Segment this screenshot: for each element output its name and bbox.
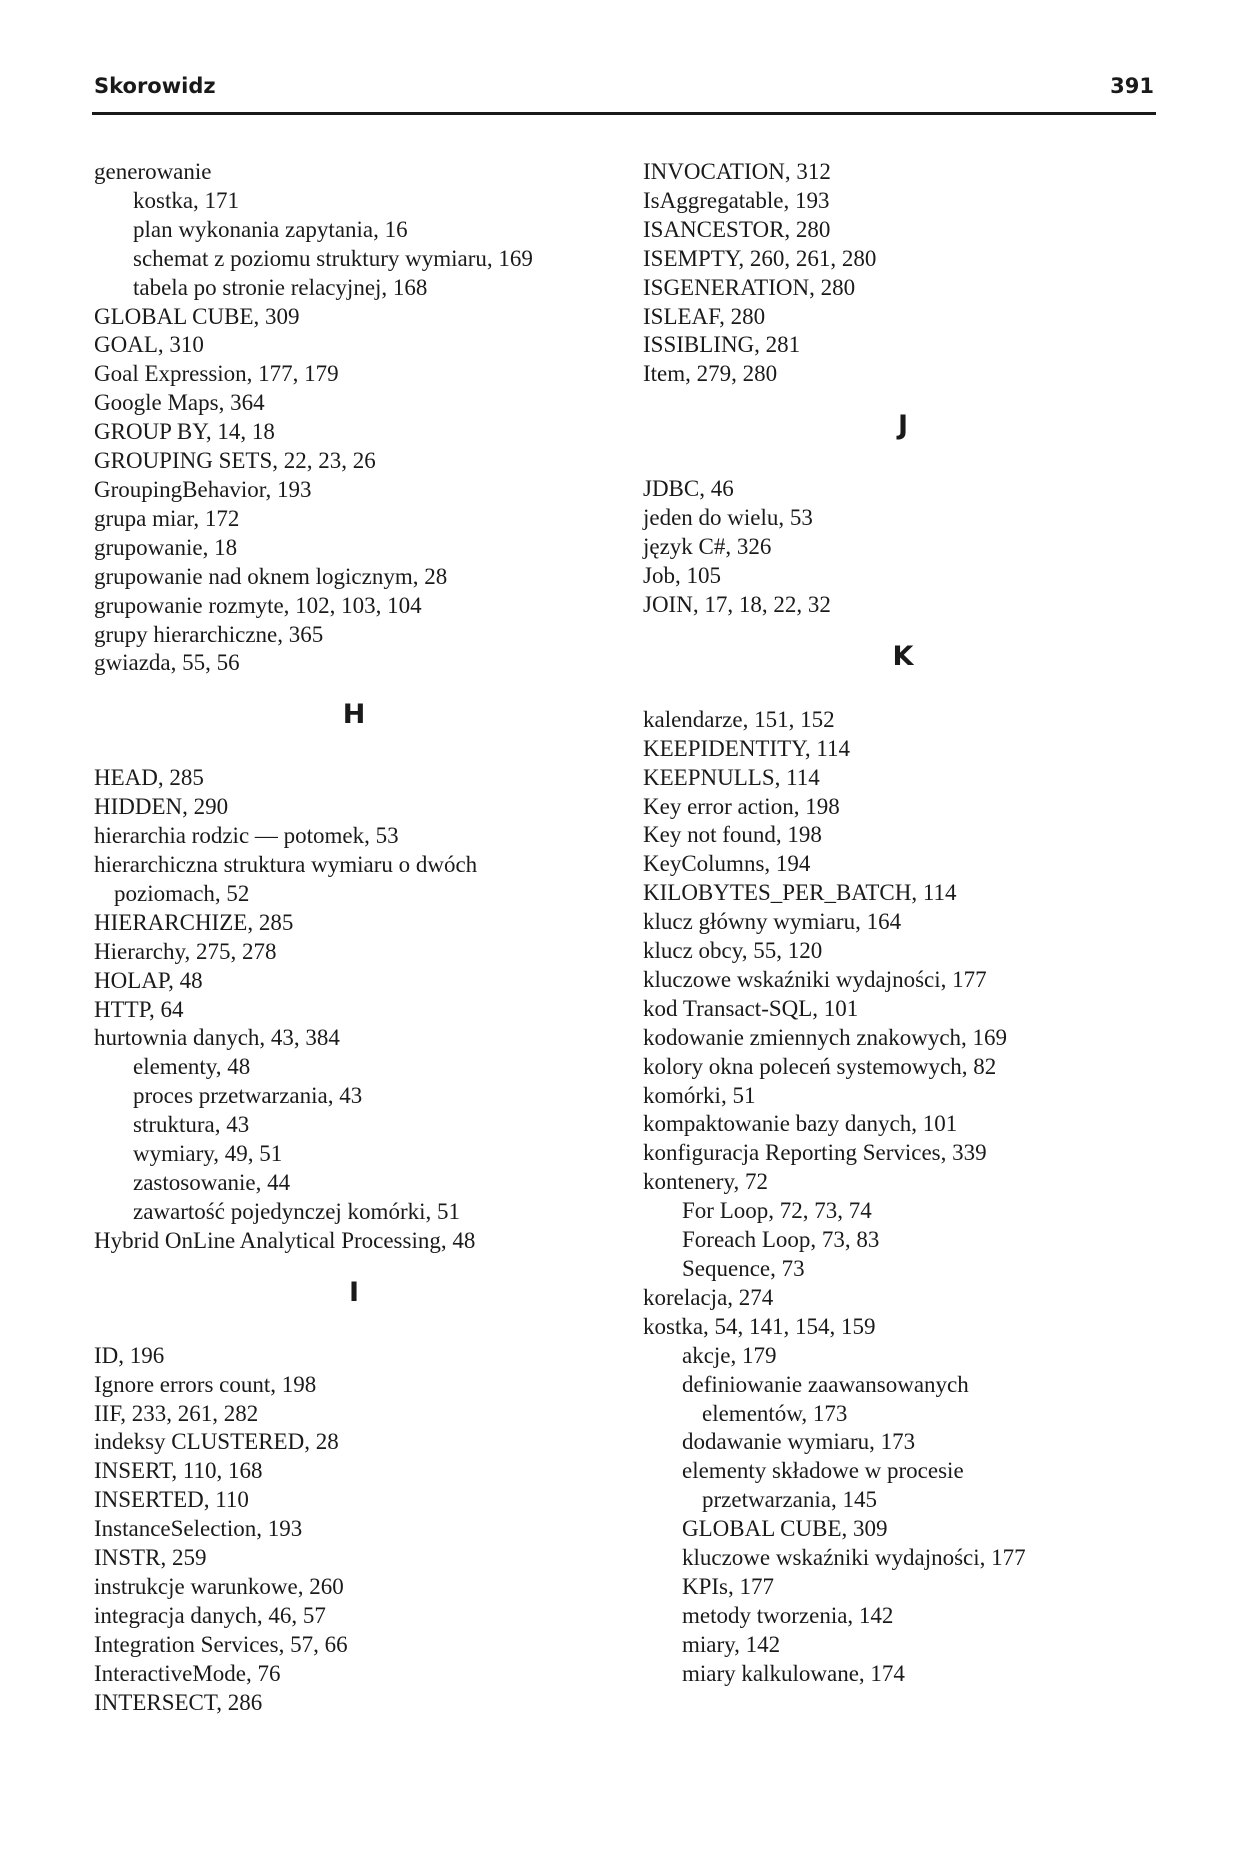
index-entry: grupy hierarchiczne, 365 [94, 621, 324, 647]
index-subentry: schemat z poziomu struktury wymiaru, 169 [133, 245, 533, 271]
index-entry: KEEPIDENTITY, 114 [643, 735, 850, 761]
index-entry: konfiguracja Reporting Services, 339 [643, 1140, 987, 1166]
index-subentry: struktura, 43 [133, 1112, 250, 1138]
index-entry: kolory okna poleceń systemowych, 82 [643, 1053, 997, 1079]
index-entry: komórki, 51 [643, 1082, 756, 1108]
index-entry: kodowanie zmiennych znakowych, 169 [643, 1024, 1008, 1050]
index-subentry: wymiary, 49, 51 [133, 1141, 283, 1167]
index-entry: ID, 196 [94, 1342, 165, 1368]
index-entry: integracja danych, 46, 57 [94, 1602, 326, 1628]
index-entry: KeyColumns, 194 [643, 851, 811, 877]
index-entry: HOLAP, 48 [94, 967, 203, 993]
index-entry: język C#, 326 [643, 534, 772, 560]
index-entry: Hierarchy, 275, 278 [94, 938, 277, 964]
index-subentry: proces przetwarzania, 43 [133, 1083, 363, 1109]
index-entry: GROUP BY, 14, 18 [94, 419, 275, 445]
index-entry: INSERT, 110, 168 [94, 1458, 263, 1484]
index-entry: kontenery, 72 [643, 1169, 768, 1195]
index-entry: kompaktowanie bazy danych, 101 [643, 1111, 958, 1137]
index-entry: GLOBAL CUBE, 309 [94, 303, 300, 329]
index-subentry: metody tworzenia, 142 [682, 1602, 894, 1628]
index-entry: gwiazda, 55, 56 [94, 650, 240, 676]
index-entry: HTTP, 64 [94, 996, 184, 1022]
index-entry: instrukcje warunkowe, 260 [94, 1573, 344, 1599]
index-entry: hierarchia rodzic — potomek, 53 [94, 823, 399, 849]
index-subentry: miary, 142 [682, 1631, 781, 1657]
index-entry: Hybrid OnLine Analytical Processing, 48 [94, 1227, 476, 1253]
index-entry: GOAL, 310 [94, 332, 204, 358]
index-subentry: zastosowanie, 44 [133, 1170, 291, 1195]
index-entry: KILOBYTES_PER_BATCH, 114 [643, 880, 957, 906]
index-subentry: dodawanie wymiaru, 173 [682, 1429, 916, 1455]
index-column-left [94, 158, 614, 1718]
index-entry: INVOCATION, 312 [643, 159, 831, 184]
index-subentry-continuation: elementów, 173 [702, 1400, 848, 1426]
index-entry: Job, 105 [643, 562, 721, 588]
index-subentry: elementy, 48 [133, 1054, 251, 1080]
index-entry: Integration Services, 57, 66 [94, 1631, 348, 1657]
index-subentry: zawartość pojedynczej komórki, 51 [133, 1198, 460, 1224]
index-column-right [643, 158, 1163, 1689]
index-entry: kalendarze, 151, 152 [643, 706, 835, 732]
index-subentry: tabela po stronie relacyjnej, 168 [133, 274, 428, 300]
index-entry: ISEMPTY, 260, 261, 280 [643, 245, 877, 271]
index-subentry: KPIs, 177 [682, 1573, 775, 1599]
index-entry: INSERTED, 110 [94, 1487, 249, 1513]
index-entry: GroupingBehavior, 193 [94, 476, 312, 502]
index-subentry: kostka, 171 [133, 187, 240, 213]
index-entry: InteractiveMode, 76 [94, 1660, 281, 1686]
index-subentry: akcje, 179 [682, 1342, 777, 1368]
index-entry: Ignore errors count, 198 [94, 1371, 317, 1397]
index-entry: klucz obcy, 55, 120 [643, 938, 823, 964]
running-header [92, 72, 1156, 115]
index-entry: ISANCESTOR, 280 [643, 216, 831, 242]
index-entry: grupowanie rozmyte, 102, 103, 104 [94, 592, 422, 618]
index-entry: Goal Expression, 177, 179 [94, 361, 339, 387]
index-entry: Google Maps, 364 [94, 390, 265, 416]
index-subentry: Foreach Loop, 73, 83 [682, 1227, 880, 1253]
index-subentry: kluczowe wskaźniki wydajności, 177 [682, 1545, 1026, 1571]
index-entry: KEEPNULLS, 114 [643, 764, 820, 790]
index-subentry: definiowanie zaawansowanych [682, 1371, 969, 1397]
index-subentry: elementy składowe w procesie [682, 1458, 964, 1484]
index-entry: hierarchiczna struktura wymiaru o dwóch [94, 852, 478, 878]
index-subentry: miary kalkulowane, 174 [682, 1660, 905, 1686]
index-entry: ISGENERATION, 280 [643, 274, 856, 300]
index-subentry-continuation: przetwarzania, 145 [702, 1487, 877, 1513]
section-letter: H [342, 699, 366, 731]
index-entry: grupowanie, 18 [94, 534, 238, 560]
index-entry: InstanceSelection, 193 [94, 1516, 303, 1542]
section-letter: J [897, 410, 909, 442]
index-entry: kluczowe wskaźniki wydajności, 177 [643, 966, 987, 992]
index-entry: JOIN, 17, 18, 22, 32 [643, 591, 831, 617]
index-entry: klucz główny wymiaru, 164 [643, 909, 902, 935]
index-entry: grupa miar, 172 [94, 505, 240, 531]
index-entry: HIERARCHIZE, 285 [94, 909, 294, 935]
index-entry: korelacja, 274 [643, 1284, 774, 1310]
index-entry-continuation: poziomach, 52 [114, 880, 250, 906]
index-subentry: GLOBAL CUBE, 309 [682, 1516, 888, 1542]
index-entry: IIF, 233, 261, 282 [94, 1400, 259, 1426]
index-entry: Item, 279, 280 [643, 361, 778, 387]
index-subentry: plan wykonania zapytania, 16 [133, 216, 408, 242]
index-entry: hurtownia danych, 43, 384 [94, 1025, 340, 1051]
index-subentry: Sequence, 73 [682, 1256, 805, 1281]
index-entry: jeden do wielu, 53 [643, 505, 813, 531]
index-subentry: For Loop, 72, 73, 74 [682, 1198, 872, 1224]
index-entry: grupowanie nad oknem logicznym, 28 [94, 563, 448, 589]
index-entry: HEAD, 285 [94, 765, 204, 791]
index-entry: HIDDEN, 290 [94, 794, 229, 820]
index-entry: INSTR, 259 [94, 1545, 207, 1571]
index-entry: ISLEAF, 280 [643, 303, 766, 329]
index-entry: generowanie [94, 159, 212, 184]
section-letter: I [348, 1276, 360, 1308]
section-letter: K [892, 640, 914, 672]
index-entry: kostka, 54, 141, 154, 159 [643, 1313, 876, 1339]
index-entry: ISSIBLING, 281 [643, 332, 801, 358]
index-entry: JDBC, 46 [643, 476, 734, 502]
index-entry: Key not found, 198 [643, 822, 822, 848]
index-entry: kod Transact-SQL, 101 [643, 995, 859, 1021]
index-entry: GROUPING SETS, 22, 23, 26 [94, 448, 376, 474]
page-number: 391 [1110, 74, 1154, 98]
index-entry: INTERSECT, 286 [94, 1689, 263, 1715]
index-entry: indeksy CLUSTERED, 28 [94, 1429, 339, 1455]
index-entry: IsAggregatable, 193 [643, 187, 830, 213]
header-title: Skorowidz [94, 74, 216, 98]
index-entry: Key error action, 198 [643, 793, 840, 819]
